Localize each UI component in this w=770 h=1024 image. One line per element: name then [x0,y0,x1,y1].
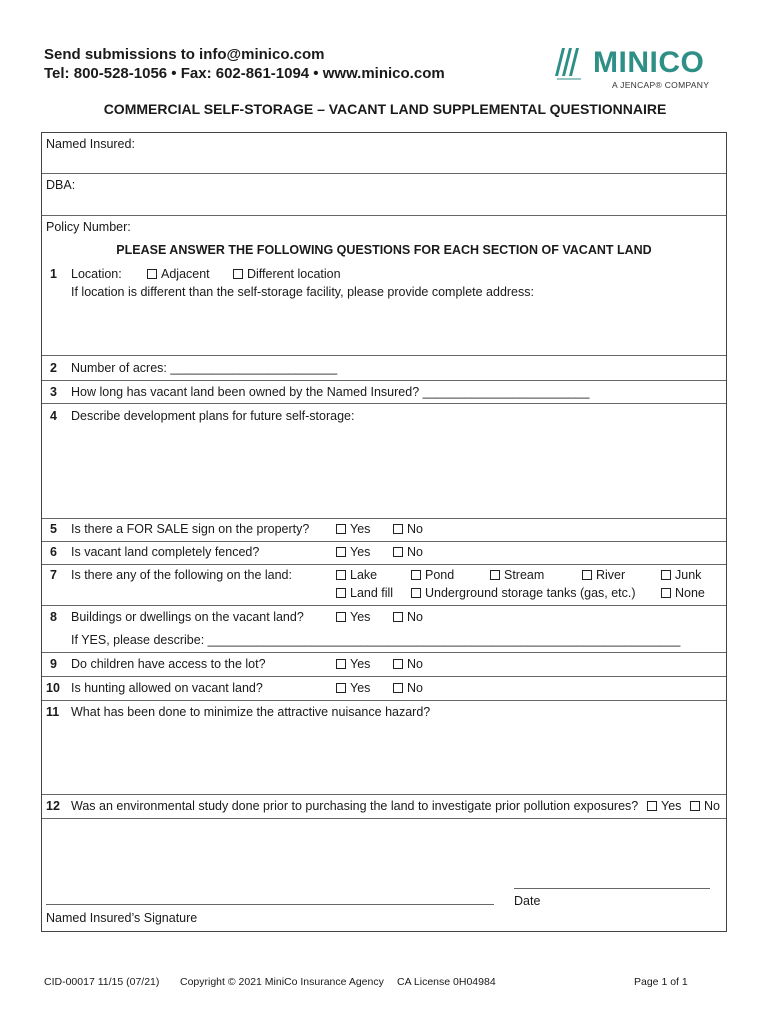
q11-number: 11 [46,705,60,719]
q9-yes-checkbox[interactable]: Yes [336,657,370,671]
q5-no-checkbox[interactable]: No [393,522,423,536]
q9-number: 9 [50,657,57,671]
q7-stream-checkbox[interactable]: Stream [490,568,544,582]
q12-no-checkbox[interactable]: No [690,799,720,813]
q8-yes-checkbox[interactable]: Yes [336,610,370,624]
q9-no-checkbox[interactable]: No [393,657,423,671]
q4-text: Describe development plans for future self-storage: [71,409,355,423]
q12-text: Was an environmental study done prior to purchasing the land to investigate prior pollution exposures? [71,799,639,813]
q10-text: Is hunting allowed on vacant land? [71,681,263,695]
q12-number: 12 [46,799,60,813]
checkbox-icon [411,588,421,598]
checkbox-icon [393,612,403,622]
q7-lake-checkbox[interactable]: Lake [336,568,377,582]
checkbox-icon [661,570,671,580]
checkbox-icon [582,570,592,580]
q6-number: 6 [50,545,57,559]
q12-yes-checkbox[interactable]: Yes [647,799,681,813]
q1-label: Location: [71,267,122,281]
q8-text: Buildings or dwellings on the vacant land? [71,610,304,624]
checkbox-icon [690,801,700,811]
q10-yes-checkbox[interactable]: Yes [336,681,370,695]
checkbox-icon [336,570,346,580]
checkbox-icon [233,269,243,279]
q5-yes-checkbox[interactable]: Yes [336,522,370,536]
checkbox-icon [336,659,346,669]
named-insured-label[interactable]: Named Insured: [46,137,135,151]
checkbox-icon [393,547,403,557]
signature-line[interactable] [46,904,494,905]
dba-label[interactable]: DBA: [46,178,76,192]
checkbox-icon [393,683,403,693]
questionnaire-form [41,132,727,932]
q7-river-checkbox[interactable]: River [582,568,625,582]
signature-label: Named Insured’s Signature [46,911,198,925]
q8-describe[interactable]: If YES, please describe: ____________________________________________________________________ [71,633,681,647]
q3-text[interactable]: How long has vacant land been owned by the Named Insured? ________________________ [71,385,590,399]
checkbox-icon [336,524,346,534]
q7-underground-tanks-checkbox[interactable]: Underground storage tanks (gas, etc.) [411,586,636,600]
q2-text[interactable]: Number of acres: ________________________ [71,361,338,375]
q7-junk-checkbox[interactable]: Junk [661,568,701,582]
q1-number: 1 [50,267,57,281]
checkbox-icon [393,659,403,669]
q6-text: Is vacant land completely fenced? [71,545,260,559]
q7-landfill-checkbox[interactable]: Land fill [336,586,393,600]
q6-no-checkbox[interactable]: No [393,545,423,559]
page-number: Page 1 of 1 [634,976,688,988]
q5-number: 5 [50,522,57,536]
checkbox-icon [336,612,346,622]
q1-adjacent-checkbox[interactable]: Adjacent [147,267,210,281]
form-id: CID-00017 11/15 (07/21) [44,976,160,988]
q1-different-location-checkbox[interactable]: Different location [233,267,341,281]
date-line[interactable] [514,888,710,889]
logo-wordmark: MINICO [593,46,705,79]
instruction-heading: PLEASE ANSWER THE FOLLOWING QUESTIONS FOR EACH SECTION OF VACANT LAND [116,243,652,257]
page-title: COMMERCIAL SELF-STORAGE – VACANT LAND SUPPLEMENTAL QUESTIONNAIRE [103,101,667,117]
license-number: CA License 0H04984 [397,976,496,988]
logo-tagline: A JENCAP® COMPANY [612,80,710,90]
checkbox-icon [336,588,346,598]
checkbox-icon [647,801,657,811]
q5-text: Is there a FOR SALE sign on the property? [71,522,310,536]
q2-number: 2 [50,361,57,375]
q4-number: 4 [50,409,57,423]
checkbox-icon [411,570,421,580]
q3-number: 3 [50,385,57,399]
q10-no-checkbox[interactable]: No [393,681,423,695]
checkbox-icon [147,269,157,279]
q7-none-checkbox[interactable]: None [661,586,705,600]
q7-number: 7 [50,568,57,582]
q7-text: Is there any of the following on the land: [71,568,292,582]
q9-text: Do children have access to the lot? [71,657,266,671]
q8-number: 8 [50,610,57,624]
contact-line: Tel: 800-528-1056 • Fax: 602-861-1094 • www.minico.com [44,65,445,82]
checkbox-icon [490,570,500,580]
q11-text: What has been done to minimize the attractive nuisance hazard? [71,705,431,719]
checkbox-icon [336,547,346,557]
copyright: Copyright © 2021 MiniCo Insurance Agency [180,976,384,988]
checkbox-icon [661,588,671,598]
q10-number: 10 [46,681,60,695]
q1-note: If location is different than the self-storage facility, please provide complete address: [71,285,534,299]
checkbox-icon [336,683,346,693]
date-label: Date [514,894,541,908]
q7-pond-checkbox[interactable]: Pond [411,568,454,582]
checkbox-icon [393,524,403,534]
q6-yes-checkbox[interactable]: Yes [336,545,370,559]
q8-no-checkbox[interactable]: No [393,610,423,624]
policy-number-label[interactable]: Policy Number: [46,220,131,234]
submission-email-line: Send submissions to info@minico.com [44,46,325,63]
